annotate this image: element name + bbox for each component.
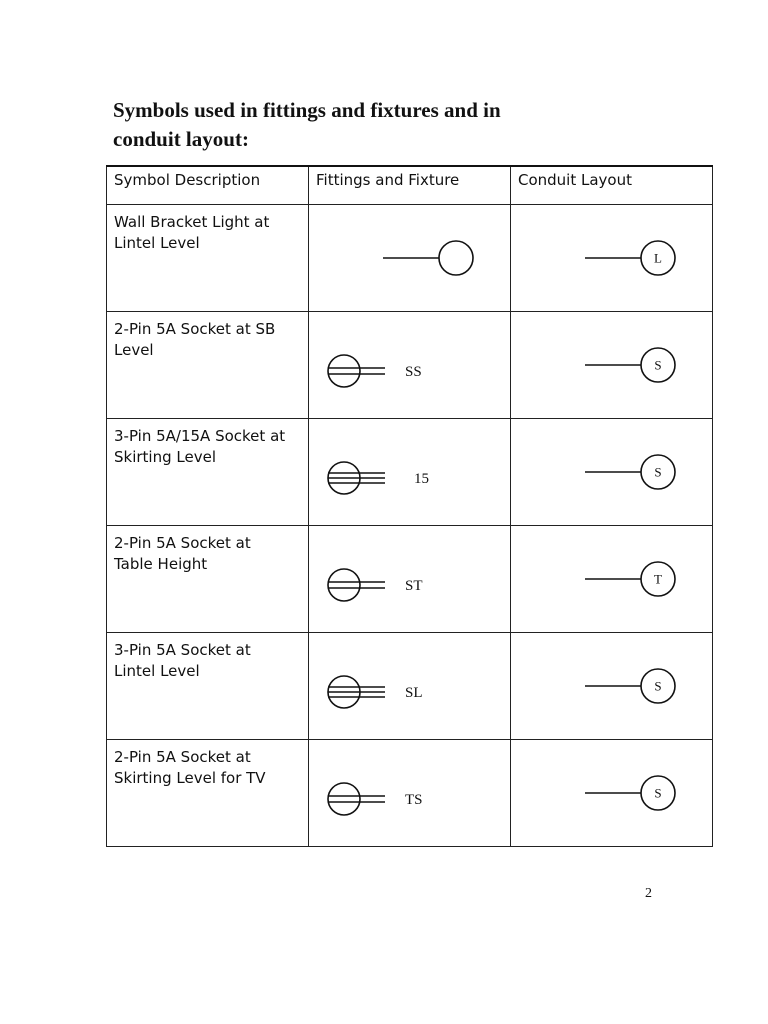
table-body [107,204,713,846]
socket-circle [328,783,360,815]
conduit-symbol-cell [511,632,713,739]
fixture-code-label: 15 [414,470,429,487]
table-row [107,418,713,525]
conduit-letter-label: S [654,357,662,372]
conduit-outlet-icon [511,205,713,312]
description-line: 2-Pin 5A Socket at SB [114,319,276,338]
conduit-symbol-cell [511,525,713,632]
table-row [107,311,713,418]
fixture-symbol-cell [309,632,511,739]
header-conduit-layout: Conduit Layout [511,166,713,204]
fixture-code-label: SL [405,684,423,701]
symbol-description-cell [107,204,309,311]
2-pin-socket-symbol-icon [309,526,511,633]
description-line: 2-Pin 5A Socket at [114,747,251,766]
symbol-description-cell [107,525,309,632]
conduit-letter-label: L [654,250,662,265]
conduit-letter-label: T [654,571,662,586]
conduit-symbol-cell [511,311,713,418]
fixture-symbol-cell [309,525,511,632]
3-pin-socket-symbol-icon [309,633,511,740]
light-circle [439,241,473,275]
description-line: Table Height [114,554,208,573]
table-row [107,525,713,632]
conduit-letter-label: S [654,464,662,479]
table-header-row [107,166,713,204]
description-line: Level [114,340,154,359]
page-number: 2 [645,886,652,901]
header-fittings-and-fixture: Fittings and Fixture [309,166,511,204]
fixture-code-label: ST [405,577,423,594]
fixture-symbol-cell [309,311,511,418]
description-line: Lintel Level [114,661,200,680]
conduit-outlet-icon [511,740,713,847]
wall-bracket-light-symbol-icon [309,205,511,312]
symbol-description-cell [107,311,309,418]
fixture-symbol-cell [309,739,511,846]
description-line: 3-Pin 5A Socket at [114,640,251,659]
fixture-symbol-cell [309,418,511,525]
conduit-outlet-icon [511,633,713,740]
symbols-table [106,165,713,847]
symbol-description-cell [107,632,309,739]
conduit-letter-label: S [654,785,662,800]
conduit-symbol-cell [511,204,713,311]
fixture-symbol-cell [309,204,511,311]
fixture-code-label: SS [405,363,422,380]
conduit-outlet-icon [511,526,713,633]
conduit-symbol-cell [511,418,713,525]
table-row [107,204,713,311]
conduit-outlet-icon [511,312,713,419]
table-row [107,739,713,846]
symbol-description-cell [107,739,309,846]
description-line: 2-Pin 5A Socket at [114,533,251,552]
3-pin-socket-symbol-icon [309,419,511,526]
description-line: Skirting Level [114,447,216,466]
description-line: 3-Pin 5A/15A Socket at [114,426,286,445]
table-row [107,632,713,739]
description-line: Lintel Level [114,233,200,252]
heading-line-2: conduit layout: [113,127,249,151]
symbol-description-cell [107,418,309,525]
heading-line-1: Symbols used in fittings and fixtures and in [113,98,501,122]
description-line: Wall Bracket Light at [114,212,270,231]
socket-circle [328,569,360,601]
conduit-outlet-icon [511,419,713,526]
socket-circle [328,355,360,387]
description-line: Skirting Level for TV [114,768,266,787]
fixture-code-label: TS [405,791,423,808]
conduit-symbol-cell [511,739,713,846]
2-pin-socket-symbol-icon [309,312,511,419]
page-heading [113,96,673,154]
conduit-letter-label: S [654,678,662,693]
header-symbol-description: Symbol Description [107,166,309,204]
2-pin-socket-symbol-icon [309,740,511,847]
